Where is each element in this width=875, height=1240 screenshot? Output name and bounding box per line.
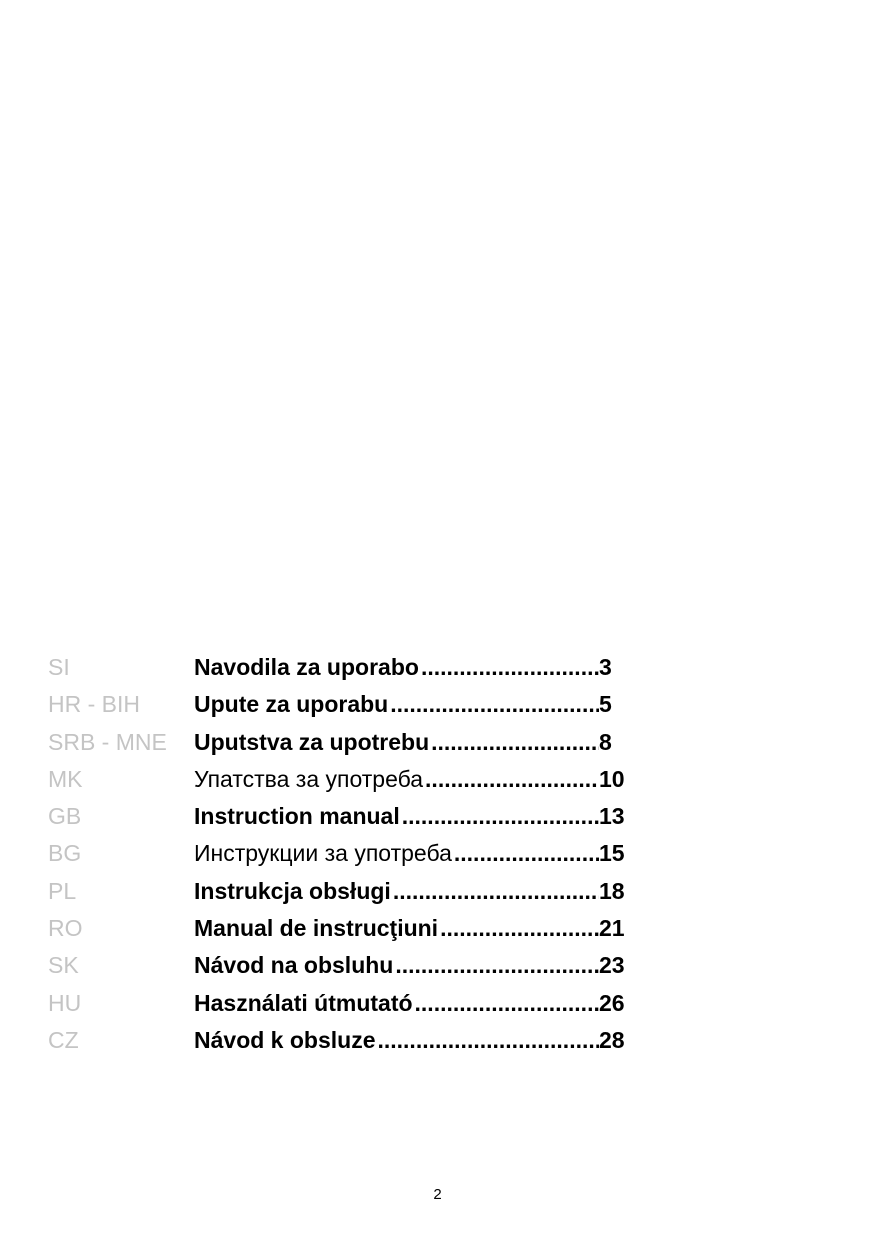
dot-leader [388,686,599,723]
table-of-contents [48,649,625,1059]
language-code: SRB - MNE [48,728,167,755]
toc-entry-cz[interactable] [48,1022,625,1059]
page-number: 2 [433,1186,442,1203]
manual-title: Instrukcja obsługi [194,877,391,904]
language-code: GB [48,803,82,830]
toc-entry-bg[interactable] [48,835,625,872]
language-code: SK [48,952,79,979]
dot-leader [400,798,599,835]
toc-entry-hr-bih[interactable] [48,686,612,723]
manual-title: Uputstva za upotrebu [194,728,430,755]
manual-title: Instruction manual [194,803,400,830]
page-ref: 15 [599,840,625,867]
dot-leader [429,724,599,761]
toc-entry-ro[interactable] [48,910,625,947]
dot-leader [419,649,599,686]
page-ref: 21 [599,915,625,942]
manual-title: Navodila za uporabo [194,654,419,680]
toc-entry-gb[interactable] [48,798,625,835]
toc-entry-mk[interactable] [48,761,625,798]
dot-leader [375,1022,599,1059]
language-code: SI [48,654,70,680]
page-ref: 3 [599,654,612,680]
manual-title: Упатства за употреба [194,765,424,792]
toc-entry-hu[interactable] [48,985,625,1022]
manual-title: Upute za uporabu [194,691,389,718]
toc-entry-sk[interactable] [48,947,625,984]
language-code: CZ [48,1026,79,1053]
language-code: PL [48,877,77,904]
toc-entry-si[interactable] [48,649,612,686]
language-code: BG [48,840,82,867]
dot-leader [423,761,599,798]
manual-title: Manual de instrucţiuni [194,915,439,942]
language-code: HU [48,989,82,1016]
manual-title: Návod k obsluze [194,1026,376,1053]
toc-entry-srb-mne[interactable] [48,724,612,761]
language-code: MK [48,765,83,792]
language-code: HR - BIH [48,691,140,718]
dot-leader [391,873,599,910]
dot-leader [393,947,599,984]
page-ref: 8 [599,728,612,755]
page-ref: 26 [599,989,625,1016]
page-ref: 28 [599,1026,625,1053]
page-ref: 18 [599,877,625,904]
page-ref: 23 [599,952,625,979]
dot-leader [438,910,599,947]
page-ref: 13 [599,803,625,830]
manual-title: Használati útmutató [194,989,413,1016]
page-ref: 10 [599,765,625,792]
manual-title: Инструкции за употреба [194,840,452,867]
manual-title: Návod na obsluhu [194,952,394,979]
toc-entry-pl[interactable] [48,873,625,910]
language-code: RO [48,915,83,942]
dot-leader [413,985,599,1022]
page-ref: 5 [599,691,612,718]
dot-leader [452,835,599,872]
